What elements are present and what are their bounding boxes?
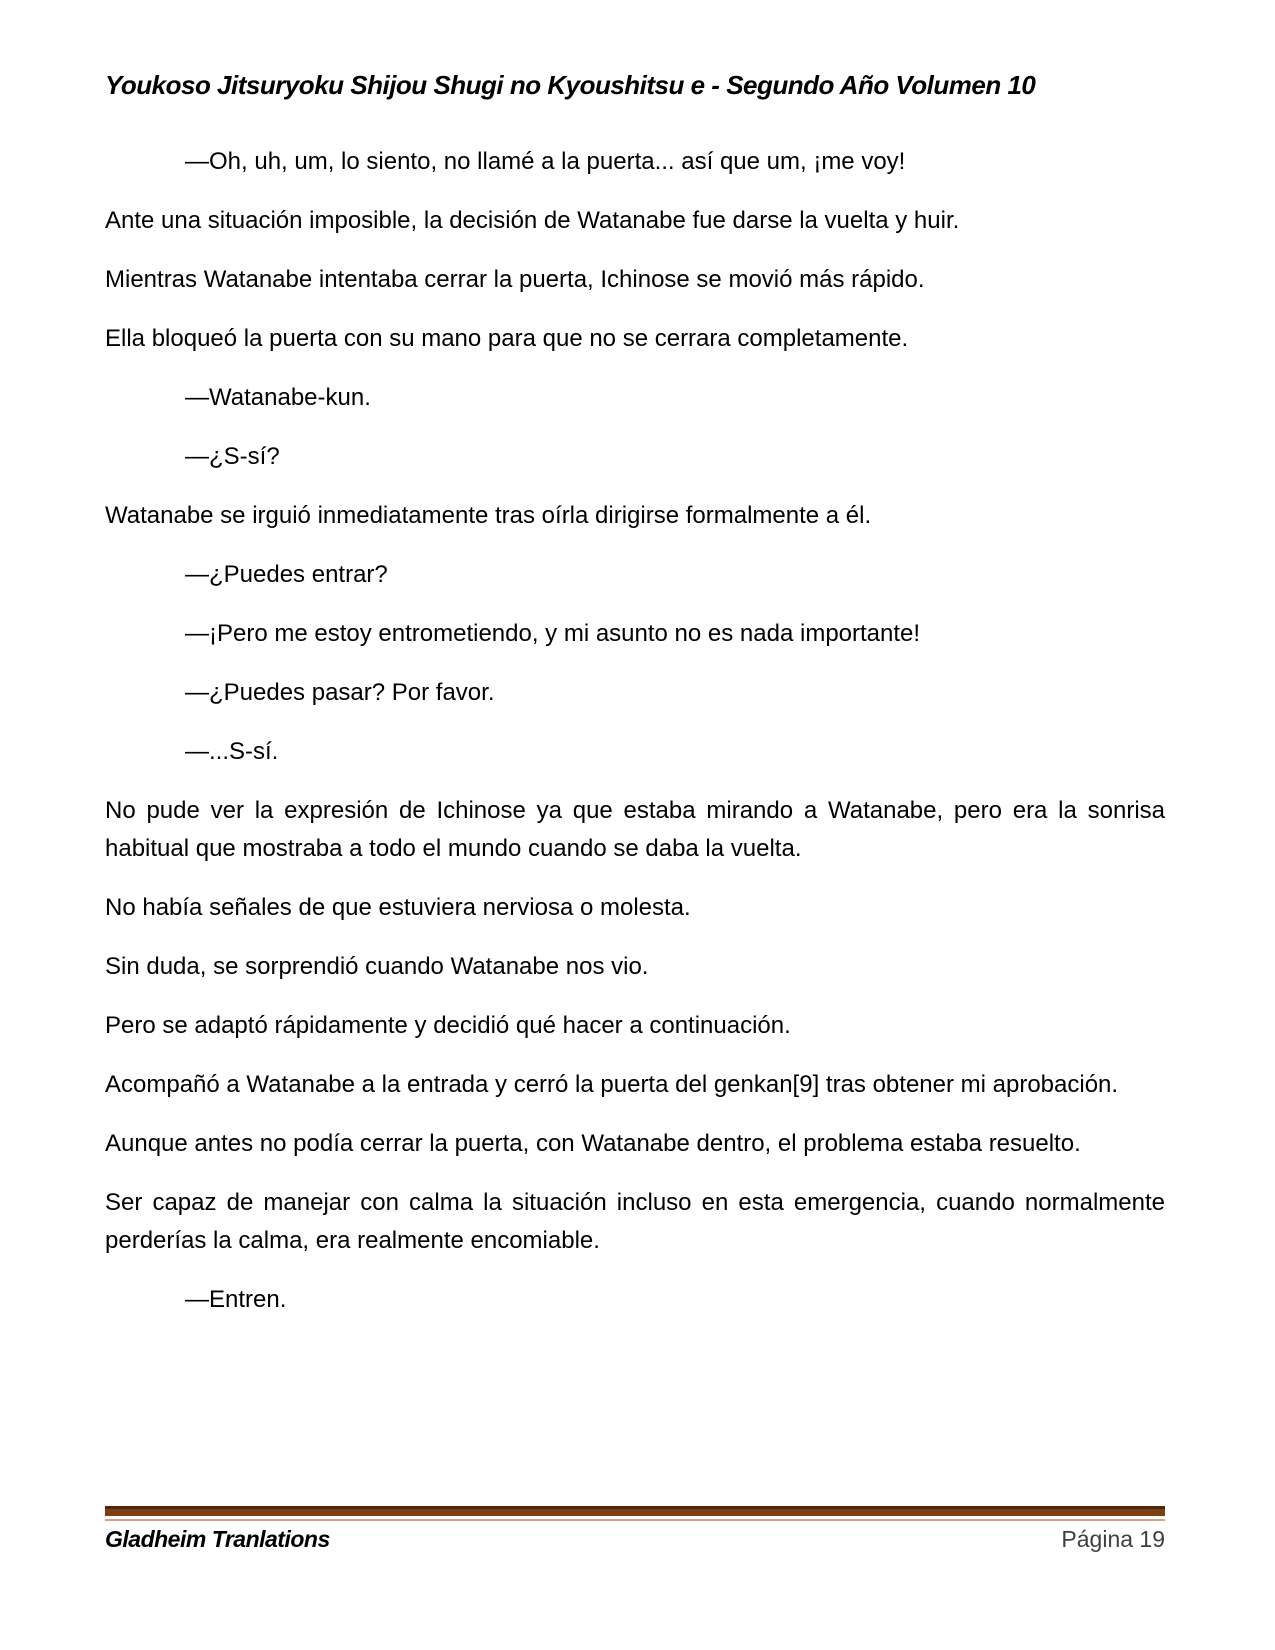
footer-rule-tan (105, 1519, 1165, 1521)
dialogue-paragraph: —¿S-sí? (185, 443, 280, 470)
page-number: Página 19 (1061, 1526, 1165, 1552)
dialogue-paragraph: —¿Puedes pasar? Por favor. (185, 679, 495, 706)
narrative-paragraph: Acompañó a Watanabe a la entrada y cerró la puerta del genkan[9] tras obtener mi aprobación. (105, 1071, 1119, 1098)
narrative-paragraph: Mientras Watanabe intentaba cerrar la puerta, Ichinose se movió más rápido. (105, 266, 925, 293)
narrative-paragraph: Ser capaz de manejar con calma la situación incluso en esta emergencia, cuando normalmente perderías la calma, era realmente encomiable. (105, 1189, 1165, 1254)
page-header-title: Youkoso Jitsuryoku Shijou Shugi no Kyoushitsu e - Segundo Año Volumen 10 (105, 70, 1036, 100)
footer-rule-brown (105, 1509, 1165, 1516)
footer-text-row (105, 1526, 1165, 1553)
narrative-paragraph: Aunque antes no podía cerrar la puerta, con Watanabe dentro, el problema estaba resuelto. (105, 1130, 1081, 1157)
narrative-paragraph: Pero se adaptó rápidamente y decidió qué hacer a continuación. (105, 1012, 791, 1039)
narrative-paragraph: No había señales de que estuviera nerviosa o molesta. (105, 894, 691, 921)
narrative-paragraph: No pude ver la expresión de Ichinose ya que estaba mirando a Watanabe, pero era la sonrisa habitual que mostraba a todo el mundo cuando se daba la vuelta. (105, 797, 1165, 862)
page-footer (105, 1506, 1165, 1553)
body-text (105, 143, 1165, 1340)
dialogue-paragraph: —Entren. (185, 1286, 287, 1313)
dialogue-paragraph: —¿Puedes entrar? (185, 561, 388, 588)
translator-credit: Gladheim Tranlations (105, 1526, 330, 1552)
narrative-paragraph: Sin duda, se sorprendió cuando Watanabe nos vio. (105, 953, 649, 980)
narrative-paragraph: Watanabe se irguió inmediatamente tras oírla dirigirse formalmente a él. (105, 502, 872, 529)
dialogue-paragraph: —Watanabe-kun. (185, 384, 371, 411)
dialogue-paragraph: —Oh, uh, um, lo siento, no llamé a la puerta... así que um, ¡me voy! (185, 148, 906, 175)
dialogue-paragraph: —...S-sí. (185, 738, 279, 765)
narrative-paragraph: Ante una situación imposible, la decisión de Watanabe fue darse la vuelta y huir. (105, 207, 960, 234)
narrative-paragraph: Ella bloqueó la puerta con su mano para que no se cerrara completamente. (105, 325, 909, 352)
dialogue-paragraph: —¡Pero me estoy entrometiendo, y mi asunto no es nada importante! (185, 620, 921, 647)
